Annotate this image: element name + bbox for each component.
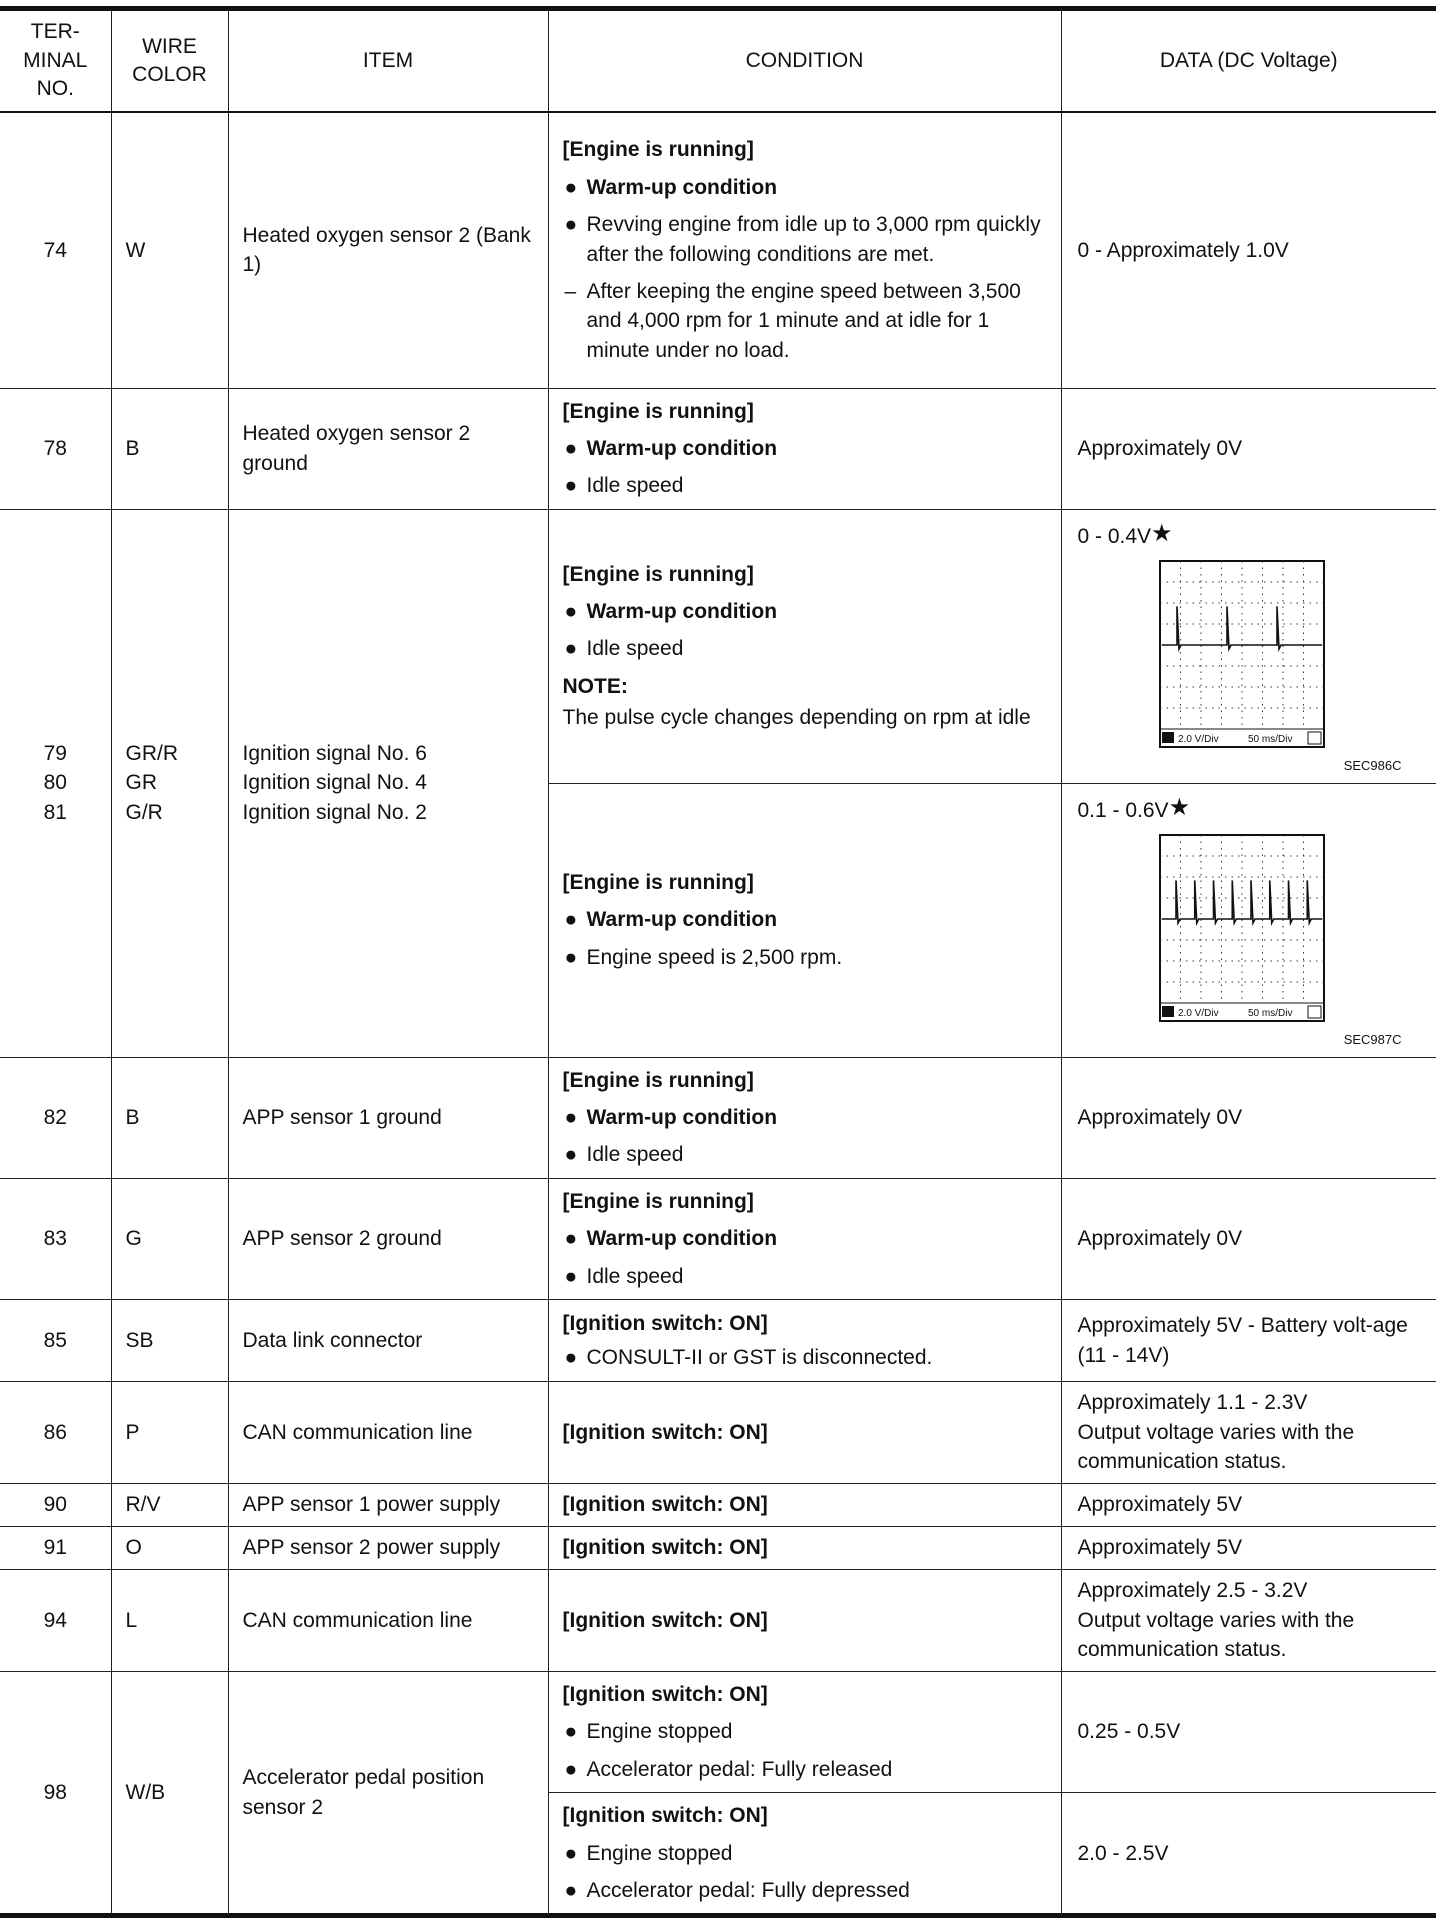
condition-header: [Engine is running] bbox=[562, 399, 754, 423]
item: Accelerator pedal position sensor 2 bbox=[228, 1672, 548, 1916]
condition-bullet: ● Accelerator pedal: Fully depressed bbox=[563, 1876, 1047, 1905]
condition-bullet: ● Idle speed bbox=[563, 471, 1047, 500]
data-value: Approximately 5V bbox=[1061, 1527, 1436, 1570]
header-wire-color: WIRE COLOR bbox=[111, 9, 228, 113]
condition bbox=[548, 1382, 1061, 1484]
wire-81: G/R bbox=[125, 800, 163, 824]
bullet-icon: ● bbox=[564, 436, 578, 460]
bullet-icon: ● bbox=[564, 1106, 578, 1130]
data-value: Approximately 0V bbox=[1061, 388, 1436, 509]
condition-bullet: ● Warm-up condition bbox=[563, 173, 1047, 202]
condition bbox=[548, 112, 1061, 388]
wire-color: SB bbox=[111, 1300, 228, 1382]
condition bbox=[548, 509, 1061, 783]
item bbox=[228, 509, 548, 1057]
table-row bbox=[0, 1178, 1436, 1299]
condition-header: [Engine is running] bbox=[562, 562, 754, 586]
bullet-icon: ● bbox=[564, 945, 578, 969]
terminal-no: 91 bbox=[0, 1527, 111, 1570]
data-value: 0.25 - 0.5V bbox=[1061, 1672, 1436, 1793]
condition-bullet: ● Engine stopped bbox=[563, 1839, 1047, 1868]
condition-bullet: ● Warm-up condition bbox=[563, 1103, 1047, 1132]
bullet-icon: ● bbox=[564, 908, 578, 932]
condition-header: [Ignition switch: ON] bbox=[562, 1683, 768, 1707]
data-value bbox=[1061, 783, 1436, 1057]
condition bbox=[548, 1527, 1061, 1570]
header-terminal-no: TER- MINAL NO. bbox=[0, 9, 111, 113]
data-value bbox=[1061, 1570, 1436, 1672]
oscilloscope-2500rpm bbox=[1158, 833, 1326, 1023]
scope-channel-icon bbox=[1162, 1006, 1174, 1017]
data-value: Approximately 0V bbox=[1061, 1057, 1436, 1178]
item: APP sensor 1 ground bbox=[228, 1057, 548, 1178]
condition-header: [Engine is running] bbox=[562, 1189, 754, 1213]
terminal-80: 80 bbox=[43, 771, 67, 795]
item: Heated oxygen sensor 2 (Bank 1) bbox=[228, 112, 548, 388]
bullet-icon: ● bbox=[564, 637, 578, 661]
wire-color: O bbox=[111, 1527, 228, 1570]
waveform-figure bbox=[1078, 517, 1408, 776]
header-item: ITEM bbox=[228, 9, 548, 113]
condition bbox=[548, 1300, 1061, 1382]
condition-bullet: ● Engine stopped bbox=[563, 1717, 1047, 1746]
condition-header: [Engine is running] bbox=[562, 1068, 754, 1092]
table-row bbox=[0, 388, 1436, 509]
bullet-icon: ● bbox=[564, 1227, 578, 1251]
terminal-81: 81 bbox=[43, 800, 67, 824]
terminal-no: 78 bbox=[0, 388, 111, 509]
condition bbox=[548, 1484, 1061, 1527]
condition-bullet: ● Warm-up condition bbox=[563, 905, 1047, 934]
scope-time-div: 50 ms/Div bbox=[1247, 1008, 1292, 1020]
condition-header: [Ignition switch: ON] bbox=[562, 1493, 768, 1517]
terminal-data-sheet bbox=[0, 6, 1436, 1918]
oscilloscope-idle bbox=[1158, 559, 1326, 749]
data-line: Approximately 1.1 - 2.3V bbox=[1077, 1391, 1308, 1415]
condition-bullet: ● Idle speed bbox=[563, 634, 1047, 663]
bullet-icon: ● bbox=[564, 175, 578, 199]
bullet-icon: ● bbox=[564, 1841, 578, 1865]
bullet-icon: ● bbox=[564, 600, 578, 624]
figure-code: SEC987C bbox=[1343, 1032, 1402, 1048]
data-value bbox=[1061, 509, 1436, 783]
condition-bullet: ● Accelerator pedal: Fully released bbox=[563, 1755, 1047, 1784]
terminal-list bbox=[4, 739, 107, 827]
bullet-icon: ● bbox=[564, 474, 578, 498]
wire-color: P bbox=[111, 1382, 228, 1484]
wire-color: B bbox=[111, 1057, 228, 1178]
data-value: Approximately 0V bbox=[1061, 1178, 1436, 1299]
bullet-icon: ● bbox=[564, 1720, 578, 1744]
dash-icon: – bbox=[564, 279, 577, 303]
scope-volt-div: 2.0 V/Div bbox=[1177, 734, 1219, 746]
condition-header: [Ignition switch: ON] bbox=[562, 1608, 768, 1632]
wire-color bbox=[111, 509, 228, 1057]
terminal-no: 86 bbox=[0, 1382, 111, 1484]
table-row bbox=[0, 509, 1436, 783]
scope-corner-box bbox=[1308, 1006, 1321, 1018]
condition-bullet: ● Warm-up condition bbox=[563, 597, 1047, 626]
condition bbox=[548, 388, 1061, 509]
condition bbox=[548, 1570, 1061, 1672]
bullet-icon: ● bbox=[564, 213, 578, 237]
scope-channel-icon bbox=[1162, 732, 1174, 743]
wire-80: GR bbox=[125, 771, 157, 795]
condition-bullet: ● CONSULT-II or GST is disconnected. bbox=[563, 1343, 1047, 1372]
item-81: Ignition signal No. 2 bbox=[242, 800, 427, 824]
note-heading: NOTE: bbox=[562, 674, 628, 698]
wire-color: L bbox=[111, 1570, 228, 1672]
item-80: Ignition signal No. 4 bbox=[242, 771, 427, 795]
data-value: Approximately 5V bbox=[1061, 1484, 1436, 1527]
waveform-voltage: 0 - 0.4V★ bbox=[1077, 519, 1173, 548]
table-header-row bbox=[0, 9, 1436, 113]
condition-bullet: ● Engine speed is 2,500 rpm. bbox=[563, 943, 1047, 972]
wire-color: W/B bbox=[111, 1672, 228, 1916]
wire-color: R/V bbox=[111, 1484, 228, 1527]
waveform-voltage: 0.1 - 0.6V★ bbox=[1077, 793, 1191, 822]
data-value: Approximately 5V - Battery volt-age (11 - 14V) bbox=[1061, 1300, 1436, 1382]
condition-header: [Engine is running] bbox=[562, 871, 754, 895]
data-value bbox=[1061, 1382, 1436, 1484]
data-line: Output voltage varies with the communication status. bbox=[1077, 1420, 1355, 1474]
data-line: Approximately 2.5 - 3.2V bbox=[1077, 1579, 1308, 1603]
wire-list bbox=[126, 739, 214, 827]
terminal-79: 79 bbox=[43, 742, 67, 766]
data-line: Output voltage varies with the communication status. bbox=[1077, 1608, 1355, 1662]
item: APP sensor 2 power supply bbox=[228, 1527, 548, 1570]
data-value: 0 - Approximately 1.0V bbox=[1061, 112, 1436, 388]
condition bbox=[548, 783, 1061, 1057]
waveform-figure bbox=[1078, 791, 1408, 1050]
header-condition: CONDITION bbox=[548, 9, 1061, 113]
table-row bbox=[0, 1382, 1436, 1484]
condition-header: [Ignition switch: ON] bbox=[562, 1536, 768, 1560]
bullet-icon: ● bbox=[564, 1345, 578, 1369]
terminal-no bbox=[0, 509, 111, 1057]
scope-corner-box bbox=[1308, 732, 1321, 744]
wire-color: G bbox=[111, 1178, 228, 1299]
terminal-no: 85 bbox=[0, 1300, 111, 1382]
star-icon: ★ bbox=[1168, 793, 1191, 821]
bullet-icon: ● bbox=[564, 1264, 578, 1288]
condition-header: [Ignition switch: ON] bbox=[562, 1312, 768, 1336]
data-value: 2.0 - 2.5V bbox=[1061, 1793, 1436, 1916]
condition bbox=[548, 1178, 1061, 1299]
terminal-no: 94 bbox=[0, 1570, 111, 1672]
table-row bbox=[0, 1672, 1436, 1793]
scope-frame bbox=[1160, 835, 1324, 1021]
condition-header: [Ignition switch: ON] bbox=[562, 1420, 768, 1444]
wire-color: B bbox=[111, 388, 228, 509]
terminal-no: 98 bbox=[0, 1672, 111, 1916]
scope-frame bbox=[1160, 561, 1324, 747]
item: CAN communication line bbox=[228, 1382, 548, 1484]
condition-dash-item: – After keeping the engine speed between 3,500 and 4,000 rpm for 1 minute and at idle for 1 minute under no load. bbox=[563, 277, 1047, 365]
terminal-no: 90 bbox=[0, 1484, 111, 1527]
terminal-no: 74 bbox=[0, 112, 111, 388]
item: APP sensor 1 power supply bbox=[228, 1484, 548, 1527]
table-row bbox=[0, 1300, 1436, 1382]
terminal-no: 83 bbox=[0, 1178, 111, 1299]
item: Heated oxygen sensor 2 ground bbox=[228, 388, 548, 509]
condition-bullet: ● Idle speed bbox=[563, 1262, 1047, 1291]
table-row bbox=[0, 1484, 1436, 1527]
condition-bullet: ● Warm-up condition bbox=[563, 434, 1047, 463]
bullet-icon: ● bbox=[564, 1878, 578, 1902]
condition-bullet: ● Warm-up condition bbox=[563, 1224, 1047, 1253]
table-row bbox=[0, 1057, 1436, 1178]
bullet-icon: ● bbox=[564, 1143, 578, 1167]
condition bbox=[548, 1793, 1061, 1916]
item: Data link connector bbox=[228, 1300, 548, 1382]
condition bbox=[548, 1672, 1061, 1793]
item: CAN communication line bbox=[228, 1570, 548, 1672]
item-list bbox=[243, 739, 534, 827]
table-row bbox=[0, 1570, 1436, 1672]
ecm-terminal-table bbox=[0, 6, 1436, 1918]
table-row bbox=[0, 1527, 1436, 1570]
condition-header: [Engine is running] bbox=[562, 138, 754, 162]
wire-color: W bbox=[111, 112, 228, 388]
condition-bullet: ● Idle speed bbox=[563, 1140, 1047, 1169]
figure-code: SEC986C bbox=[1343, 758, 1402, 774]
wire-79: GR/R bbox=[125, 742, 178, 766]
header-data: DATA (DC Voltage) bbox=[1061, 9, 1436, 113]
scope-volt-div: 2.0 V/Div bbox=[1177, 1008, 1219, 1020]
item: APP sensor 2 ground bbox=[228, 1178, 548, 1299]
note-text: The pulse cycle changes depending on rpm at idle bbox=[562, 706, 1031, 730]
bullet-icon: ● bbox=[564, 1757, 578, 1781]
item-79: Ignition signal No. 6 bbox=[242, 742, 427, 766]
scope-time-div: 50 ms/Div bbox=[1247, 734, 1292, 746]
star-icon: ★ bbox=[1151, 519, 1173, 547]
condition bbox=[548, 1057, 1061, 1178]
condition-bullet: ● Revving engine from idle up to 3,000 rpm quickly after the following conditions are met. bbox=[563, 210, 1047, 269]
table-row bbox=[0, 112, 1436, 388]
terminal-no: 82 bbox=[0, 1057, 111, 1178]
condition-header: [Ignition switch: ON] bbox=[562, 1804, 768, 1828]
